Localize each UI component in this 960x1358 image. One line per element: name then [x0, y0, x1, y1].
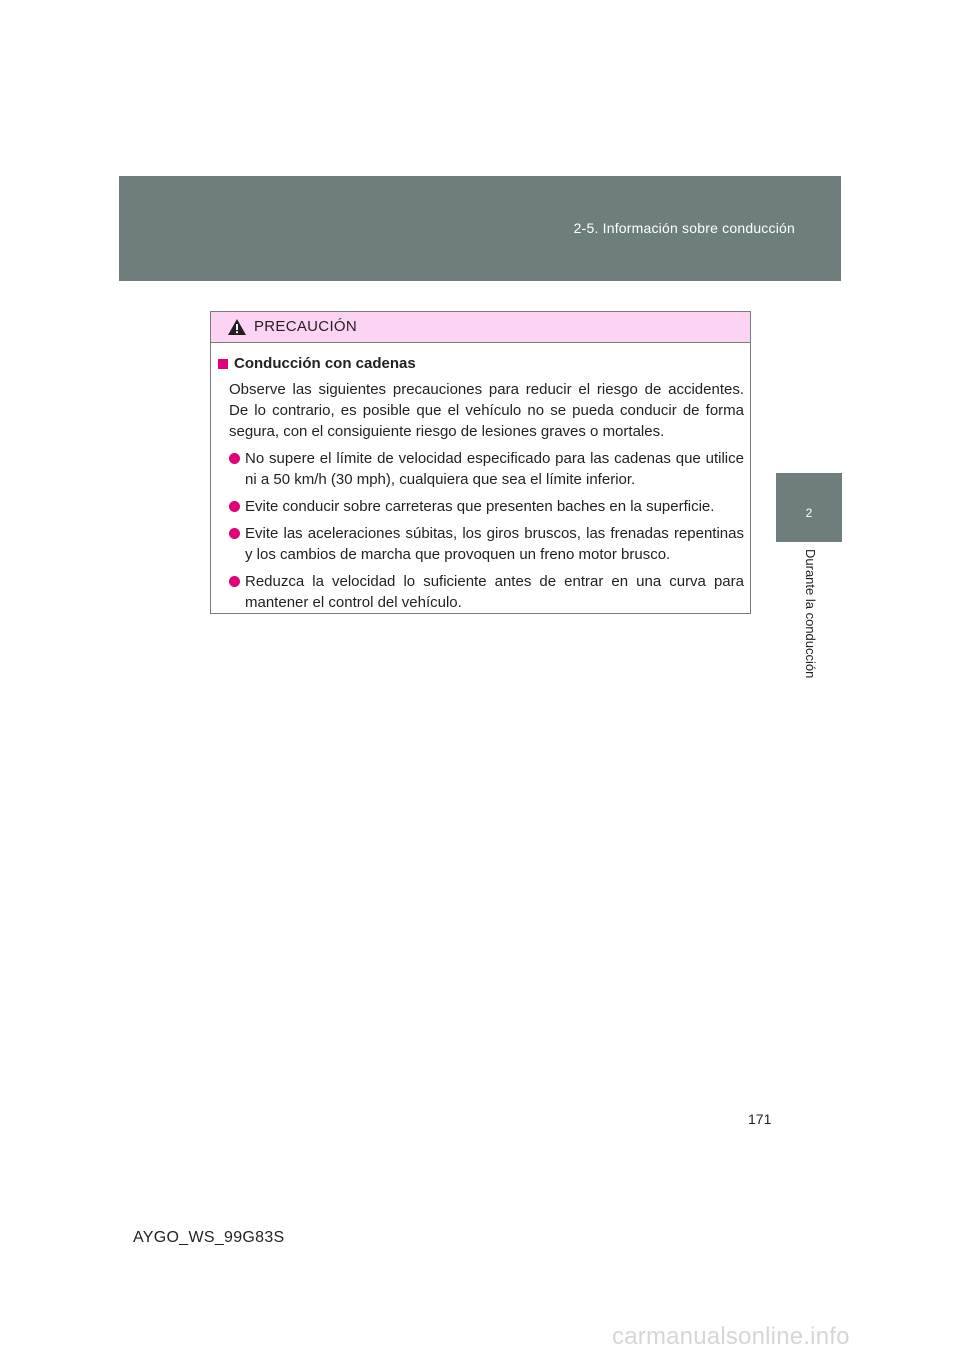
caution-box [210, 311, 751, 614]
warning-triangle-icon [227, 318, 247, 336]
bullet-item-text [245, 523, 744, 565]
document-code: AYGO_WS_99G83S [133, 1229, 285, 1246]
section-heading-text: Conducción con cadenas [234, 355, 416, 372]
bullet-item [218, 496, 744, 517]
bullet-line: Reduzca la velocidad lo suficiente antes de entrar en una curva para [245, 573, 744, 590]
bullet-line: Evite conducir sobre carreteras que presenten baches en la superficie. [245, 498, 715, 515]
bullet-item [218, 523, 744, 565]
caution-title: PRECAUCIÓN [254, 318, 358, 335]
bullet-line: No supere el límite de velocidad especificado para las cadenas que utilice [245, 450, 744, 467]
chapter-label: Durante la conducción [803, 549, 818, 679]
bullet-line: y los cambios de marcha que provoquen un freno motor brusco. [245, 546, 671, 563]
bullet-line: ni a 50 km/h (30 mph), cualquiera que sea el límite inferior. [245, 471, 636, 488]
page-number: 171 [748, 1111, 772, 1127]
round-bullet-icon [229, 528, 240, 539]
bullet-item-text [245, 448, 744, 490]
section-heading [218, 353, 744, 374]
round-bullet-icon [229, 453, 240, 464]
round-bullet-icon [229, 576, 240, 587]
round-bullet-icon [229, 501, 240, 512]
bullet-item-text [245, 571, 744, 613]
caution-header [211, 312, 750, 343]
bullet-item [218, 448, 744, 490]
intro-line: Observe las siguientes precauciones para reducir el riesgo de accidentes. [229, 381, 744, 398]
bullet-line: Evite las aceleraciones súbitas, los giros bruscos, las frenadas repentinas [245, 525, 744, 542]
square-bullet-icon [218, 359, 228, 369]
intro-line: De lo contrario, es posible que el vehículo no se pueda conducir de forma [229, 402, 744, 419]
section-header-band [119, 176, 841, 281]
caution-body [211, 343, 750, 613]
chapter-number: 2 [805, 506, 813, 520]
watermark: carmanualsonline.info [612, 1323, 850, 1350]
chapter-tab [776, 473, 842, 542]
bullet-line: mantener el control del vehículo. [245, 594, 462, 611]
intro-paragraph [218, 379, 744, 442]
bullet-item [218, 571, 744, 613]
intro-line: segura, con el consiguiente riesgo de lesiones graves o mortales. [229, 423, 665, 440]
bullet-item-text [245, 496, 744, 517]
section-title: 2-5. Información sobre conducción [573, 220, 795, 236]
